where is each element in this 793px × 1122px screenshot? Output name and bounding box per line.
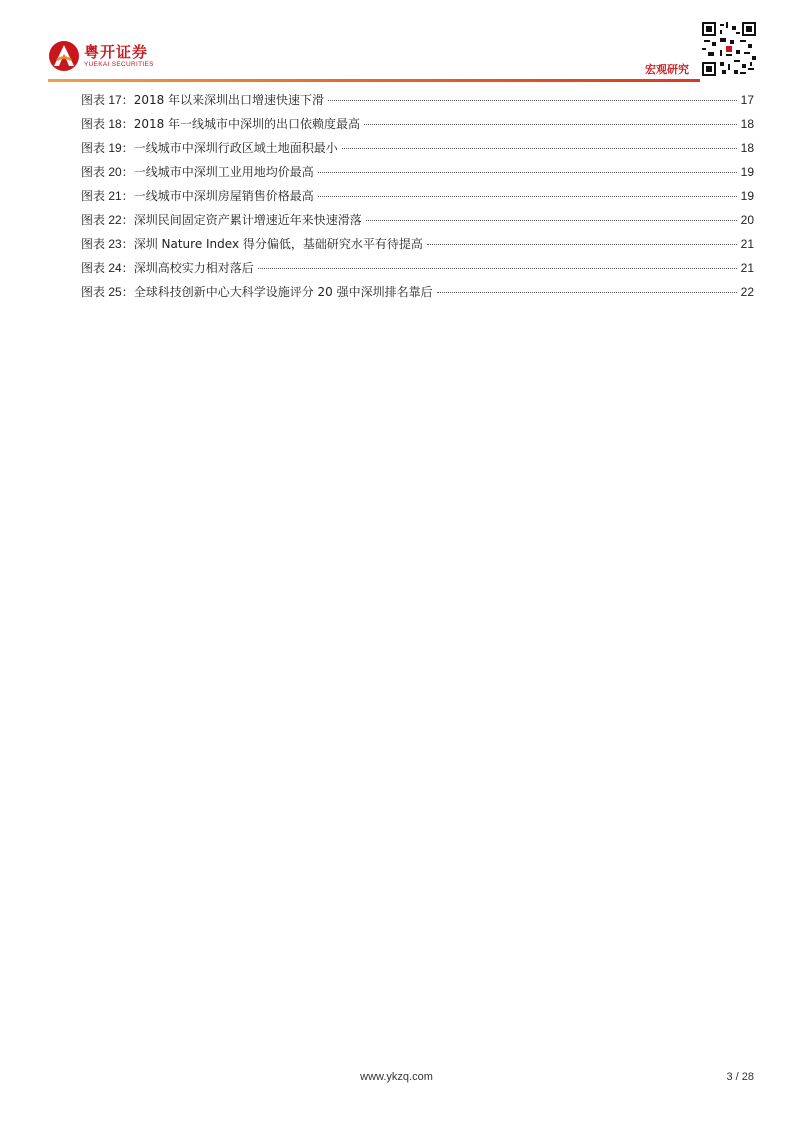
qr-code-icon (702, 22, 756, 76)
figure-label: 图表 17： (81, 93, 134, 107)
page-number: 17 (740, 93, 754, 107)
toc-entry[interactable] (81, 235, 754, 259)
page-number: 20 (740, 213, 754, 227)
figure-label: 图表 21： (81, 189, 134, 203)
figure-title: 2018 年一线城市中深圳的出口依赖度最高 (133, 117, 361, 131)
dot-leader (427, 244, 737, 245)
dot-leader (318, 196, 737, 197)
footer-page-indicator: 3 / 28 (726, 1071, 754, 1083)
figure-label: 图表 25： (81, 285, 134, 299)
toc-entry[interactable] (81, 115, 754, 139)
figure-label: 图表 18： (81, 117, 134, 131)
figure-title: 2018 年以来深圳出口增速快速下滑 (133, 93, 325, 107)
page-number: 18 (740, 117, 754, 131)
header-divider (48, 79, 700, 82)
footer-website-link[interactable]: www.ykzq.com (360, 1071, 433, 1083)
dot-leader (258, 268, 737, 269)
page-number: 19 (740, 165, 754, 179)
figure-title: 深圳高校实力相对落后 (133, 261, 254, 275)
report-category: 宏观研究 (645, 63, 689, 76)
figure-title: 全球科技创新中心大科学设施评分 20 强中深圳排名靠后 (133, 285, 433, 299)
company-logo (48, 40, 154, 72)
dot-leader (318, 172, 737, 173)
toc-entry[interactable] (81, 139, 754, 163)
page-number: 19 (740, 189, 754, 203)
toc-entry[interactable] (81, 91, 754, 115)
logo-english-name: YUEKAI SECURITIES (84, 60, 154, 68)
page-number: 22 (740, 285, 754, 299)
page-number: 21 (740, 237, 754, 251)
yuekai-logo-icon (48, 40, 80, 72)
logo-chinese-name: 粤开证券 (84, 42, 149, 61)
dot-leader (437, 292, 737, 293)
figure-title: 深圳 Nature Index 得分偏低，基础研究水平有待提高 (133, 237, 423, 251)
figure-label: 图表 24： (81, 261, 134, 275)
page-number: 21 (740, 261, 754, 275)
dot-leader (364, 124, 737, 125)
page-header (0, 0, 793, 92)
figure-label: 图表 22： (81, 213, 134, 227)
figure-title: 一线城市中深圳行政区域土地面积最小 (133, 141, 338, 155)
dot-leader (342, 148, 737, 149)
toc-entry[interactable] (81, 283, 754, 307)
dot-leader (328, 100, 737, 101)
dot-leader (366, 220, 737, 221)
toc-entry[interactable] (81, 163, 754, 187)
figure-title: 深圳民间固定资产累计增速近年来快速滑落 (133, 213, 362, 227)
toc-entry[interactable] (81, 211, 754, 235)
page-number: 18 (740, 141, 754, 155)
figure-label: 图表 23： (81, 237, 134, 251)
toc-entry[interactable] (81, 187, 754, 211)
figure-title: 一线城市中深圳工业用地均价最高 (133, 165, 314, 179)
figure-list (81, 91, 754, 307)
toc-entry[interactable] (81, 259, 754, 283)
figure-label: 图表 20： (81, 165, 134, 179)
figure-label: 图表 19： (81, 141, 134, 155)
figure-title: 一线城市中深圳房屋销售价格最高 (133, 189, 314, 203)
